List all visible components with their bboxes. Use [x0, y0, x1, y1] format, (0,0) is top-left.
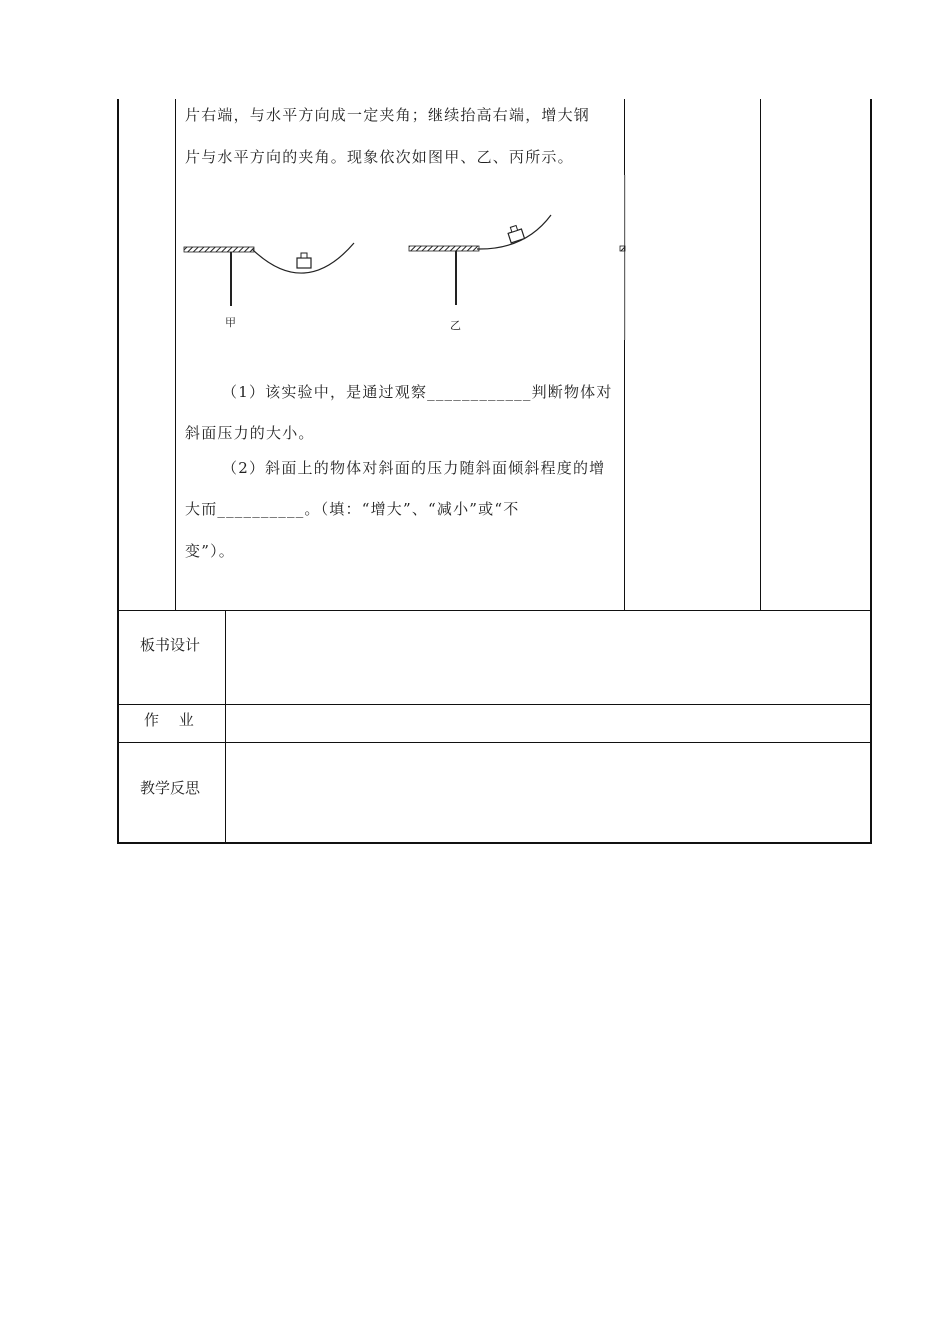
table-border-bottom: [117, 842, 872, 844]
question-2-line-2: 大而__________。（填：“增大”、“减小”或“不: [185, 500, 520, 518]
board-design-label: 板书设计: [140, 636, 201, 654]
table-border-left: [117, 99, 119, 844]
table-border-right: [870, 99, 872, 844]
reflection-label: 教学反思: [140, 779, 201, 797]
question-1-suffix: 判断物体对: [531, 383, 613, 401]
figure-label-yi: 乙: [450, 319, 461, 332]
paragraph-line-2: 片与水平方向的夹角。现象依次如图甲、乙、丙所示。: [185, 148, 574, 166]
question-1-line-2: 斜面压力的大小。: [185, 424, 315, 442]
figure-bing-partial: [617, 175, 627, 345]
row-divider-1: [117, 610, 872, 611]
question-1-prefix: （1）该实验中，是通过观察: [222, 383, 428, 401]
col-divider-1: [175, 99, 176, 611]
question-2-line-3: 变”）。: [185, 542, 235, 560]
label-col-divider: [225, 610, 226, 843]
homework-label: 作 业: [144, 711, 194, 729]
figure-jia: [180, 225, 380, 325]
figure-yi: [405, 205, 575, 315]
figure-label-jia: 甲: [225, 316, 236, 329]
question-2-line-1: （2）斜面上的物体对斜面的压力随斜面倾斜程度的增: [222, 459, 606, 477]
col-divider-3: [760, 99, 761, 611]
row-divider-2: [117, 704, 872, 705]
question-1-blank: ____________: [427, 383, 532, 401]
row-divider-3: [117, 742, 872, 743]
paragraph-line-1: 片右端，与水平方向成一定夹角；继续抬高右端，增大钢: [185, 106, 591, 124]
question-1-line-1: [222, 381, 613, 402]
